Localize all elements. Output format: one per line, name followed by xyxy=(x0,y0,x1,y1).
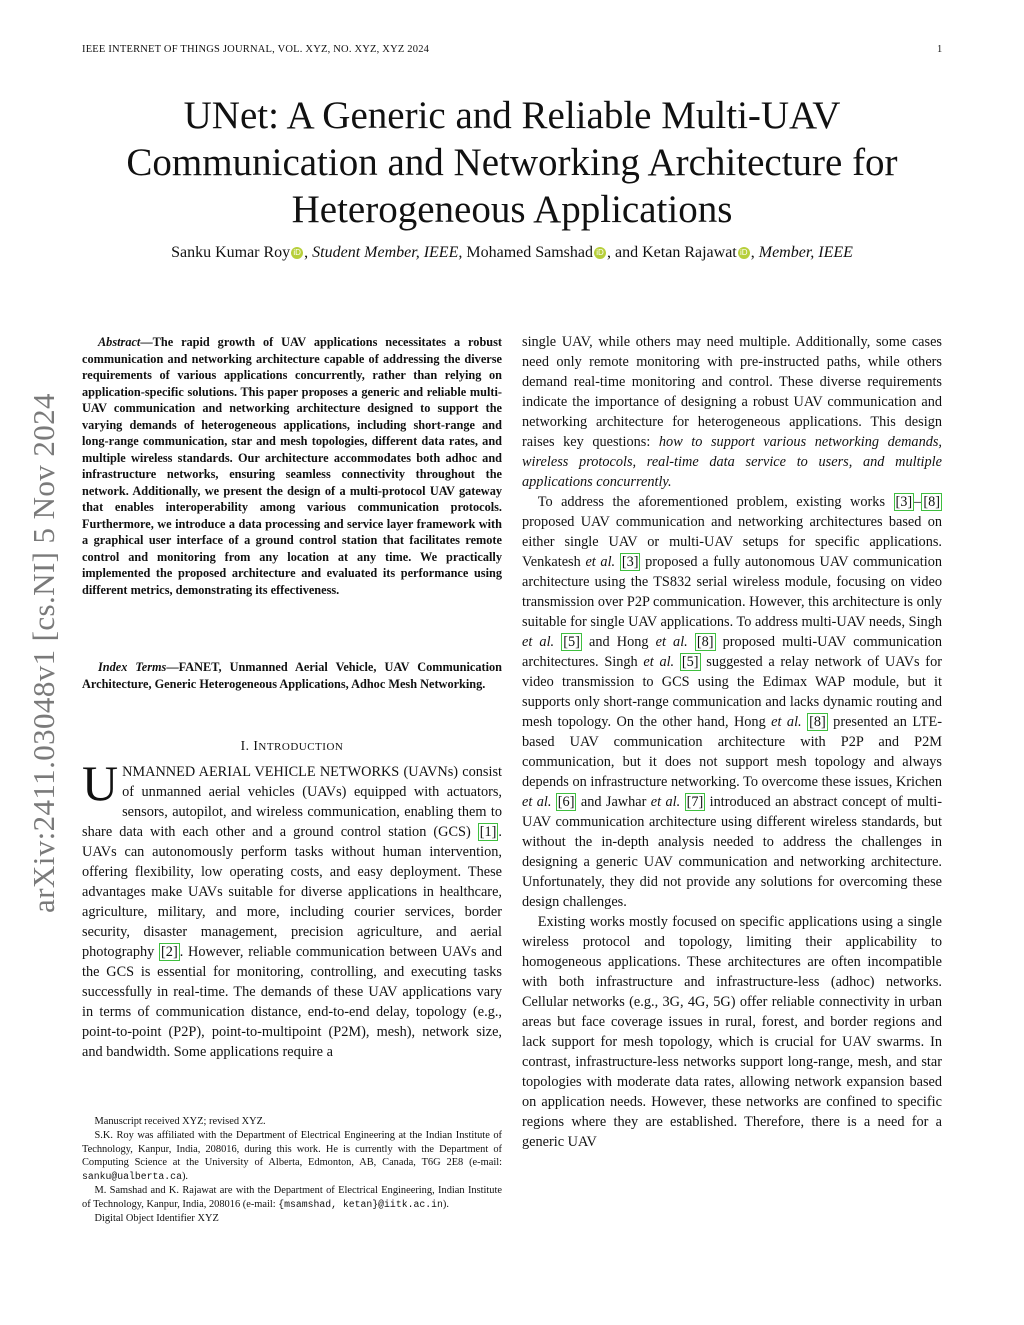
body-text: – xyxy=(914,494,922,510)
citation-link[interactable]: [8] xyxy=(696,634,714,650)
index-terms-text: —FANET, Unmanned Aerial Vehicle, UAV Communication Architecture, Generic Heterogeneous Applications, Adhoc Mesh Networking. xyxy=(82,660,502,691)
footnote: Manuscript received XYZ; revised XYZ. xyxy=(94,1116,266,1127)
section-number: I. xyxy=(240,738,250,753)
footnote-text: ). xyxy=(181,1171,189,1183)
page-number: 1 xyxy=(937,44,943,55)
et-al: et al. xyxy=(771,714,802,730)
body-text: proposed a fully autonomous UAV communication architecture using the TS832 serial wireless module, focusing on video transmission over P2P communication. However, this architecture is only suitable for single UAV applications. To address multi-UAV needs, Singh xyxy=(522,554,942,630)
index-terms xyxy=(82,659,502,692)
author-role: Student Member, IEEE, xyxy=(312,244,463,261)
citation-link[interactable]: [3] xyxy=(621,554,639,570)
citation-link[interactable]: [8] xyxy=(809,714,826,730)
body-paragraph xyxy=(522,492,942,912)
et-al: et al. xyxy=(655,634,688,650)
body-paragraph: Existing works mostly focused on specific applications using a single wireless protocol and topology, limiting their applicability to homogeneous applications. These architectures are often incompatible with both infrastructure and infrastructure-less (adhoc) networks. Cellular networks (e.g., 3G, 4G, 5G) offer reliable connectivity in urban areas but face coverage issues in rural, forest, and border regions and lack support for mesh topology, which is crucial for UAV swarms. In contrast, infrastructure-less networks support long-range, mesh, and star topologies with moderate data rates, allowing network expansion based on application needs. However, these networks are confined to specific regions where they are established. Therefore, there is a need for a generic UAV xyxy=(522,914,942,1150)
intro-paragraph xyxy=(82,755,503,1062)
index-terms-label: Index Terms xyxy=(97,660,167,674)
body-text: introduced an abstract concept of multi-UAV communication architecture using different wireless standards, but without the in-depth analysis needed to address the challenges in designing a generic UAV communication and networking architecture. Unfortunately, they did not provide any solutions for overcoming these design challenges. xyxy=(522,794,942,910)
et-al: et al. xyxy=(650,794,681,810)
et-al: et al. xyxy=(643,654,675,670)
et-al: et al. xyxy=(585,554,616,570)
footnote: Digital Object Identifier XYZ xyxy=(94,1212,219,1224)
orcid-icon[interactable]: iD xyxy=(291,247,303,259)
footnote-text: ). xyxy=(442,1198,449,1210)
email-link[interactable]: {msamshad, ketan}@iitk.ac.in xyxy=(278,1198,443,1210)
citation-link[interactable]: [1] xyxy=(479,824,497,840)
running-head: IEEE INTERNET OF THINGS JOURNAL, VOL. XYZ, NO. XYZ, XYZ 2024 xyxy=(82,44,430,55)
citation-link[interactable]: [7] xyxy=(686,794,704,810)
section-title-rest: NTRODUCTION xyxy=(258,741,344,753)
orcid-icon[interactable]: iD xyxy=(594,247,606,259)
intro-text: (UAVNs) consist of unmanned aerial vehicles (UAVs) equipped with actuators, sensors, autopilot, and wireless communication, enabling them to share data with each other and a ground control station (GCS) xyxy=(82,764,502,840)
abstract-label: Abstract xyxy=(97,335,141,349)
body-text: To address the aforementioned problem, existing works xyxy=(537,494,894,510)
author-name: Mohamed Samshad xyxy=(466,244,594,261)
email-link[interactable]: sanku@ualberta.ca xyxy=(82,1171,182,1183)
footnote xyxy=(82,1184,502,1212)
intro-lead: NMANNED AERIAL VEHICLE NETWORKS xyxy=(122,764,400,780)
body-text: and Hong xyxy=(581,634,656,650)
body-paragraph xyxy=(522,332,942,492)
abstract xyxy=(82,334,502,598)
author-name: Ketan Rajawat xyxy=(642,244,737,261)
footnote-text: M. Samshad and K. Rajawat are with the Department of Electrical Engineering, Indian Institute of Technology, Kanpur, India, 208016 (e-mail: xyxy=(82,1184,502,1210)
intro-text: . However, reliable communication between UAVs and the GCS is essential for monitoring, controlling, and executing tasks successfully in real-time. The demands of these UAV applications vary in terms of communication distance, end-to-end delay, topology (e.g., point-to-point (P2P), point-to-multipoint (P2M), mesh), network size, and bandwidth. Some applications require a xyxy=(82,944,503,1060)
author-line: Sanku Kumar Roy iD , Student Member, IEEE, Mohamed Samshad iD , and Ketan Rajawat iD , Member, IEEE xyxy=(171,244,853,261)
et-al: et al. xyxy=(522,634,555,650)
citation-link[interactable]: [5] xyxy=(681,654,699,670)
intro-text: . UAVs can autonomously perform tasks without human intervention, offering flexibility, low operating costs, and easy deployment. These advantages make UAVs suitable for diverse applications in healthcare, agriculture, military, and more, including courier services, border security, disaster management, precision agriculture, and aerial photography xyxy=(82,824,502,960)
paper-title: UNet: A Generic and Reliable Multi-UAV Communication and Networking Architecture for Heterogeneous Applications xyxy=(126,94,898,231)
research-questions: how to support various networking demands, wireless protocols, real-time data service to users, and multiple applications concurrently. xyxy=(522,434,943,490)
body-text: single UAV, while others may need multiple. Additionally, some cases need only remote monitoring with pre-instructed paths, while others demand real-time monitoring and control. These diverse requirements indicate the importance of designing a robust UAV communication and networking architecture for heterogeneous applications. This design raises key questions: xyxy=(522,334,942,450)
body-text: proposed UAV communication and networking architectures based on either single UAV or multi-UAV setups for specific applications. Venkatesh xyxy=(522,514,942,570)
body-text: proposed multi-UAV communication architectures. Singh xyxy=(522,634,943,670)
et-al: et al. xyxy=(522,794,552,810)
right-column xyxy=(522,332,942,1152)
footnote xyxy=(82,1129,502,1184)
author-name: Sanku Kumar Roy xyxy=(171,244,291,261)
abstract-text: —The rapid growth of UAV applications necessitates a robust communication and networking architecture capable of addressing the diverse requirements of various applications concurrently, rather than relying on application-specific solutions. This paper proposes a generic and reliable multi-UAV communication and networking architecture designed to support the varying demands of heterogeneous applications, including short-range and long-range communication, star and mesh topologies, different data rates, and multiple wireless standards. Our architecture accommodates both adhoc and infrastructure networks, ensuring seamless connectivity throughout the network. Additionally, we present the design of a multi-protocol UAV gateway that enables interoperability among various communication protocols. Furthermore, we introduce a data processing and service layer framework with a graphical user interface of a ground control station that facilitates remote control and monitoring from any location at any time. We practically implemented the proposed architecture and evaluated its performance using different metrics, demonstrating its effectiveness. xyxy=(82,335,502,597)
citation-link[interactable]: [6] xyxy=(557,794,575,810)
body-text: presented an LTE-based UAV communication architecture with P2P and P2M communication, but it does not support mesh topology and always depends on infrastructure networking. To overcome these issues, Krichen xyxy=(522,714,942,790)
citation-link[interactable]: [5] xyxy=(563,634,580,650)
conjunction: and xyxy=(615,244,639,261)
footnotes xyxy=(82,1115,502,1225)
section-heading xyxy=(82,738,502,754)
drop-cap: U xyxy=(82,755,119,811)
section-title-initial: I xyxy=(253,738,259,753)
citation-link[interactable]: [8] xyxy=(923,494,940,510)
citation-link[interactable]: [3] xyxy=(895,494,913,510)
author-role: Member, IEEE xyxy=(758,244,853,261)
orcid-icon[interactable]: iD xyxy=(738,247,750,259)
arxiv-stamp: arXiv:2411.03048v1 [cs.NI] 5 Nov 2024 xyxy=(26,393,61,913)
body-text: and Jawhar xyxy=(576,794,651,810)
body-text: suggested a relay network of UAVs for video transmission to GCS using the Edimax WAP module, but it supports only short-range communication and lacks dynamic routing and mesh topology. On the other hand, Hong xyxy=(522,654,942,730)
citation-link[interactable]: [2] xyxy=(161,944,178,960)
footnote-text: S.K. Roy was affiliated with the Department of Electrical Engineering at the Indian Institute of Technology, Kanpur, India, 208016, during this work. He is currently with the Department of Computing Science at the University of Alberta, Edmonton, AB, Canada, T6G 2E8 (e-mail: xyxy=(82,1129,502,1169)
